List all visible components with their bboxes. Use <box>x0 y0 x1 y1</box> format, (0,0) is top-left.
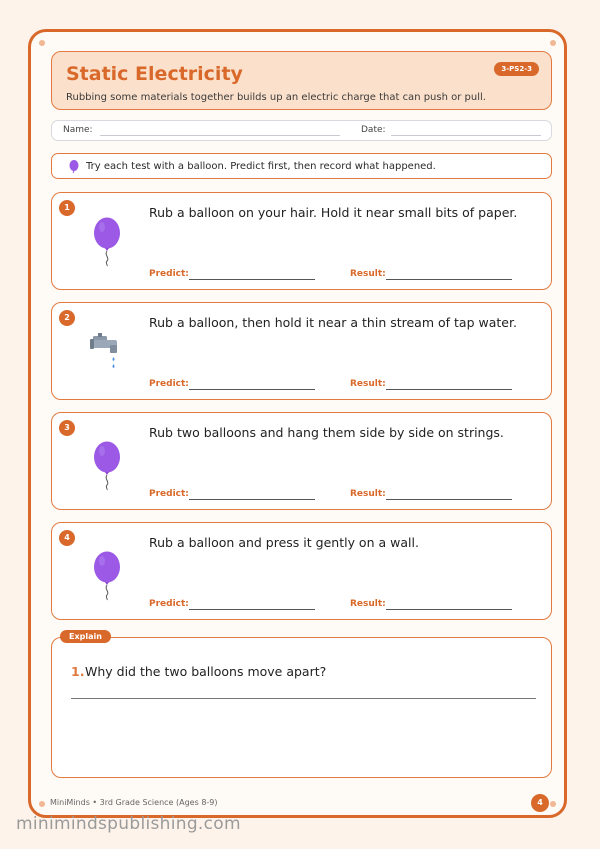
balloon-icon <box>90 441 124 495</box>
worksheet-header <box>51 51 552 110</box>
date-field[interactable] <box>391 135 541 136</box>
predict-field[interactable] <box>189 279 315 280</box>
answer-field[interactable] <box>71 698 536 699</box>
result-label: Result: <box>350 599 386 609</box>
predict-label: Predict: <box>149 489 189 499</box>
standard-code-badge: 3-PS2-3 <box>494 62 539 76</box>
explain-box <box>51 632 552 778</box>
test-card <box>51 192 552 290</box>
name-date-bar <box>51 120 552 141</box>
page-title: Static Electricity <box>66 63 243 85</box>
test-number-badge: 2 <box>59 310 75 326</box>
page-subtitle: Rubbing some materials together builds up an electric charge that can push or pull. <box>66 92 486 103</box>
faucet-icon <box>90 333 124 375</box>
result-field[interactable] <box>386 389 512 390</box>
page-number-badge: 4 <box>531 794 549 812</box>
corner-dot <box>39 40 45 46</box>
balloon-icon <box>68 160 80 177</box>
footer-credit: MiniMinds • 3rd Grade Science (Ages 8-9) <box>50 798 218 807</box>
corner-dot <box>550 40 556 46</box>
test-instruction: Rub a balloon on your hair. Hold it near small bits of paper. <box>149 205 518 220</box>
test-instruction: Rub a balloon and press it gently on a wall. <box>149 535 419 550</box>
predict-label: Predict: <box>149 599 189 609</box>
name-label: Name: <box>63 125 93 135</box>
test-instruction: Rub two balloons and hang them side by side on strings. <box>149 425 504 440</box>
test-card <box>51 412 552 510</box>
predict-field[interactable] <box>189 389 315 390</box>
predict-field[interactable] <box>189 609 315 610</box>
predict-label: Predict: <box>149 379 189 389</box>
test-card <box>51 522 552 620</box>
watermark: minimindspublishing.com <box>16 814 241 834</box>
explain-badge: Explain <box>60 630 111 643</box>
result-field[interactable] <box>386 279 512 280</box>
date-label: Date: <box>361 125 386 135</box>
question-text: Why did the two balloons move apart? <box>85 664 327 679</box>
result-label: Result: <box>350 269 386 279</box>
test-number-badge: 1 <box>59 200 75 216</box>
result-field[interactable] <box>386 499 512 500</box>
result-label: Result: <box>350 379 386 389</box>
instructions-box <box>51 153 552 179</box>
test-number-badge: 3 <box>59 420 75 436</box>
test-number-badge: 4 <box>59 530 75 546</box>
balloon-icon <box>90 217 124 271</box>
balloon-icon <box>90 551 124 605</box>
corner-dot <box>39 801 45 807</box>
worksheet-page <box>28 29 567 818</box>
result-label: Result: <box>350 489 386 499</box>
predict-field[interactable] <box>189 499 315 500</box>
corner-dot <box>550 801 556 807</box>
test-instruction: Rub a balloon, then hold it near a thin stream of tap water. <box>149 315 517 330</box>
name-field[interactable] <box>100 135 340 136</box>
predict-label: Predict: <box>149 269 189 279</box>
question-number: 1. <box>71 664 85 679</box>
test-card <box>51 302 552 400</box>
instructions-text: Try each test with a balloon. Predict first, then record what happened. <box>86 161 436 172</box>
result-field[interactable] <box>386 609 512 610</box>
